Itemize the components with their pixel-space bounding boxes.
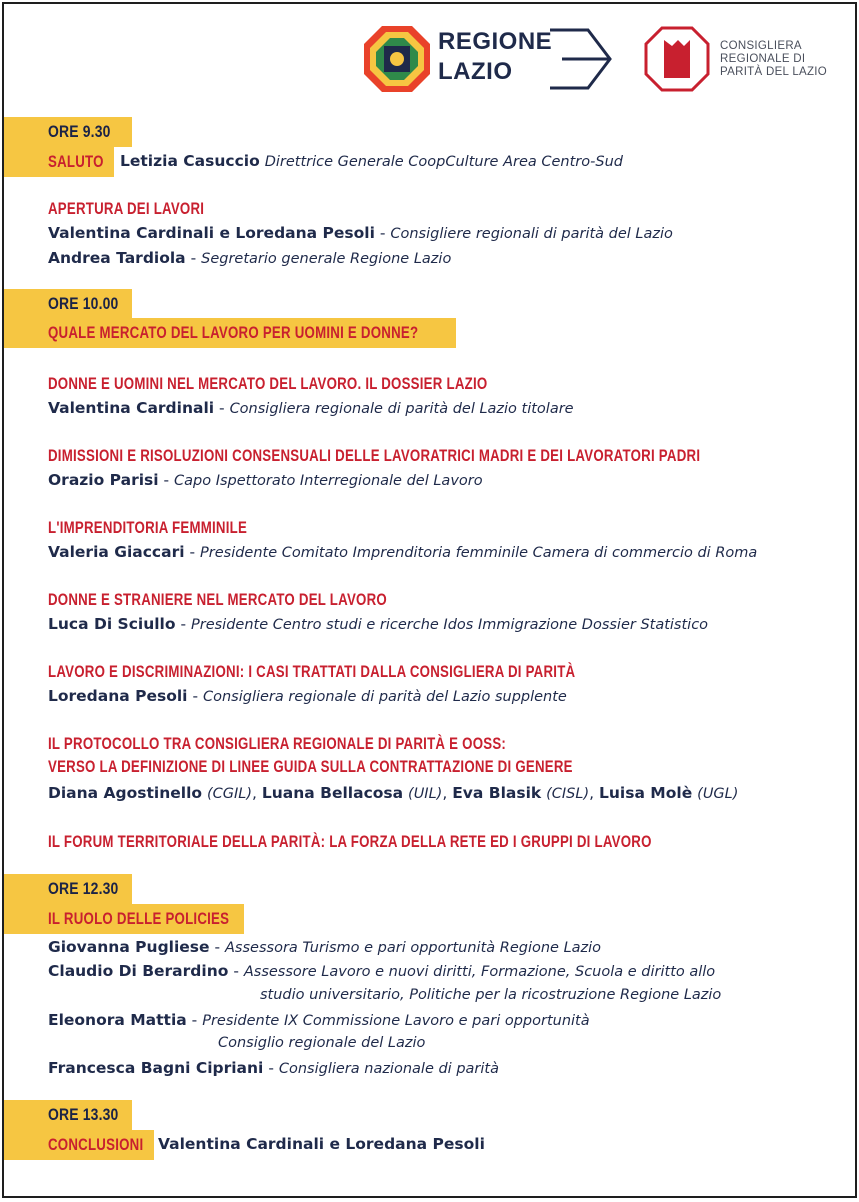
speaker-name: Orazio Parisi — [48, 471, 159, 489]
speaker-line: Loredana Pesoli - Consigliera regionale di parità del Lazio supplente — [48, 687, 567, 705]
speaker-role-continued: studio universitario, Politiche per la ricostruzione Regione Lazio — [260, 987, 722, 1003]
speaker-role: Assessora Turismo e pari opportunità Regione Lazio — [225, 940, 602, 956]
speaker-line: Valentina Cardinali e Loredana Pesoli - Consigliere regionali di parità del Lazio — [48, 224, 673, 242]
consigliera-label: CONSIGLIERA REGIONALE DI PARITÀ DEL LAZIO — [720, 40, 828, 78]
union-label: (CISL) — [546, 786, 590, 802]
speaker-role: Consigliera nazionale di parità — [278, 1061, 499, 1077]
time-label: ORE 13.30 — [48, 1105, 119, 1124]
speaker-name: Valentina Cardinali e Loredana Pesoli — [158, 1135, 485, 1153]
regione-x-mark-icon — [548, 28, 614, 90]
topic-heading: DONNE E STRANIERE NEL MERCATO DEL LAVORO — [48, 590, 387, 609]
speaker-line: Eleonora Mattia - Presidente IX Commissione Lavoro e pari opportunità — [48, 1011, 590, 1029]
union-label: (UIL) — [408, 786, 443, 802]
speaker-name: Eleonora Mattia — [48, 1011, 187, 1029]
regione-label: REGIONE — [438, 28, 553, 55]
consigliera-logo — [644, 26, 844, 92]
saluto-line — [120, 152, 623, 170]
apertura-heading: APERTURA DEI LAVORI — [48, 199, 205, 218]
topic-heading: L'IMPRENDITORIA FEMMINILE — [48, 518, 248, 537]
speaker-line: Orazio Parisi - Capo Ispettorato Interregionale del Lavoro — [48, 471, 483, 489]
speaker-role: Segretario generale Regione Lazio — [201, 251, 452, 267]
topic-heading: DONNE E UOMINI NEL MERCATO DEL LAVORO. IL DOSSIER LAZIO — [48, 374, 488, 393]
time-label: ORE 10.00 — [48, 294, 119, 313]
speaker-name: Francesca Bagni Cipriani — [48, 1059, 264, 1077]
topic-heading: LAVORO E DISCRIMINAZIONI: I CASI TRATTATI DALLA CONSIGLIERA DI PARITÀ — [48, 662, 576, 681]
regione-lazio-emblem-icon — [362, 24, 432, 94]
speaker-role: Presidente IX Commissione Lavoro e pari opportunità — [202, 1013, 590, 1029]
speaker-role-continued: Consiglio regionale del Lazio — [218, 1035, 426, 1051]
consigliera-emblem-icon — [644, 26, 710, 92]
speaker-line: Luca Di Sciullo - Presidente Centro studi e ricerche Idos Immigrazione Dossier Statistico — [48, 615, 709, 633]
speaker-role: Capo Ispettorato Interregionale del Lavoro — [174, 473, 483, 489]
speaker-line: Francesca Bagni Cipriani - Consigliera nazionale di parità — [48, 1059, 499, 1077]
speaker-name: Valentina Cardinali — [48, 399, 215, 417]
speaker-line: Giovanna Pugliese - Assessora Turismo e pari opportunità Regione Lazio — [48, 938, 602, 956]
speaker-name: Eva Blasik — [452, 784, 542, 802]
speaker-role: Consigliera regionale di parità del Lazio titolare — [229, 401, 574, 417]
speaker-line: Diana Agostinello (CGIL), Luana Bellacosa (UIL), Eva Blasik (CISL), Luisa Molè (UGL) — [48, 784, 739, 802]
header-logos — [4, 18, 855, 98]
topic-heading: IL FORUM TERRITORIALE DELLA PARITÀ: LA FORZA DELLA RETE ED I GRUPPI DI LAVORO — [48, 832, 652, 851]
speaker-line: Valentina Cardinali - Consigliera regionale di parità del Lazio titolare — [48, 399, 574, 417]
speaker-role: Consigliere regionali di parità del Lazio — [390, 226, 673, 242]
speaker-name: Loredana Pesoli — [48, 687, 188, 705]
conclusioni-speakers — [158, 1135, 485, 1153]
speaker-name: Letizia Casuccio — [120, 152, 260, 170]
speaker-name: Luca Di Sciullo — [48, 615, 176, 633]
speaker-name: Giovanna Pugliese — [48, 938, 210, 956]
section-title: QUALE MERCATO DEL LAVORO PER UOMINI E DONNE? — [48, 323, 419, 342]
topic-heading: DIMISSIONI E RISOLUZIONI CONSENSUALI DELLE LAVORATRICI MADRI E DEI LAVORATORI PADRI — [48, 446, 701, 465]
speaker-name: Andrea Tardiola — [48, 249, 186, 267]
speaker-role: Presidente Comitato Imprenditoria femminile Camera di commercio di Roma — [200, 545, 758, 561]
speaker-name: Luisa Molè — [599, 784, 693, 802]
topic-heading: VERSO LA DEFINIZIONE DI LINEE GUIDA SULLA CONTRATTAZIONE DI GENERE — [48, 757, 573, 776]
speaker-role: Direttrice Generale CoopCulture Area Centro-Sud — [264, 154, 623, 170]
time-label: ORE 9.30 — [48, 122, 111, 141]
speaker-name: Claudio Di Berardino — [48, 962, 229, 980]
regione-lazio-logo — [362, 24, 614, 94]
speaker-role: Consigliera regionale di parità del Lazio supplente — [202, 689, 567, 705]
speaker-line: Claudio Di Berardino - Assessore Lavoro e nuovi diritti, Formazione, Scuola e diritto allo — [48, 962, 716, 980]
speaker-role: Assessore Lavoro e nuovi diritti, Formazione, Scuola e diritto allo — [243, 964, 716, 980]
union-label: (UGL) — [697, 786, 739, 802]
speaker-role: Presidente Centro studi e ricerche Idos Immigrazione Dossier Statistico — [190, 617, 709, 633]
lazio-label: LAZIO — [438, 58, 513, 85]
speaker-line: Andrea Tardiola - Segretario generale Regione Lazio — [48, 249, 452, 267]
speaker-line: Valeria Giaccari - Presidente Comitato Imprenditoria femminile Camera di commercio di Roma — [48, 543, 758, 561]
topic-heading: IL PROTOCOLLO TRA CONSIGLIERA REGIONALE DI PARITÀ E OOSS: — [48, 734, 507, 753]
time-label: ORE 12.30 — [48, 879, 119, 898]
conclusioni-label: CONCLUSIONI — [48, 1135, 144, 1154]
section-title: IL RUOLO DELLE POLICIES — [48, 909, 230, 928]
speaker-name: Valeria Giaccari — [48, 543, 185, 561]
union-label: (CGIL) — [206, 786, 253, 802]
program-page — [2, 2, 857, 1198]
speaker-name: Valentina Cardinali e Loredana Pesoli — [48, 224, 375, 242]
saluto-label: SALUTO — [48, 152, 104, 171]
speaker-name: Diana Agostinello — [48, 784, 203, 802]
speaker-name: Luana Bellacosa — [261, 784, 404, 802]
